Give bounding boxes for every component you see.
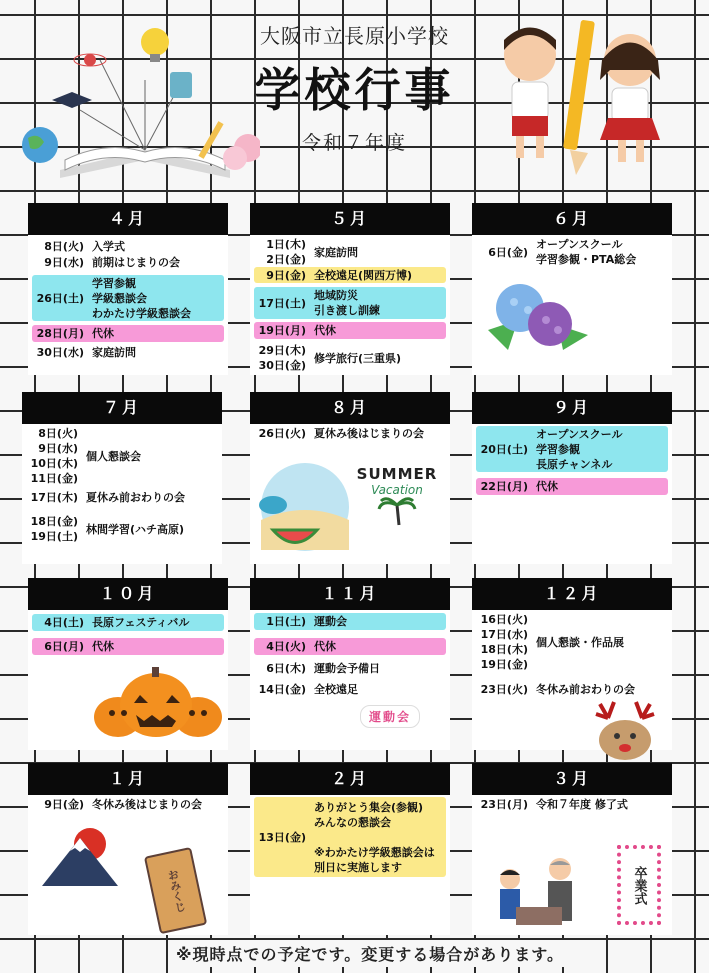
- event-title: ありがとう集会(参観) みんなの懇談会 ※わかたけ学級懇談会は 別日に実施します: [314, 800, 435, 874]
- event-date: 1日(木) 2日(金): [266, 238, 306, 266]
- event-date: 6日(木): [266, 662, 306, 675]
- event-date: 26日(土): [36, 291, 84, 305]
- event-date: 18日(金) 19日(土): [30, 515, 78, 543]
- event-row: [32, 797, 224, 812]
- graduation-ceremony-icon: [488, 855, 588, 927]
- summer-badge-text: SUMMER: [356, 465, 438, 483]
- event-title: 代休: [536, 480, 558, 493]
- month-card: [250, 203, 450, 375]
- event-row: [476, 426, 668, 472]
- vacation-script-text: Vacation: [371, 483, 423, 497]
- event-date: 8日(火) 9日(水) 10日(木) 11日(金): [30, 427, 78, 485]
- event-date: 17日(土): [258, 296, 306, 310]
- event-row: [254, 638, 446, 655]
- event-row: [26, 490, 218, 505]
- event-title: オープンスクール 学習参観・PTA総会: [536, 238, 637, 266]
- event-date: 1日(土): [266, 615, 306, 628]
- palm-tree-icon: [377, 497, 417, 527]
- fiscal-year: 令和７年度: [301, 132, 407, 154]
- event-date: 16日(火) 17日(水) 18日(木) 19日(金): [480, 613, 528, 671]
- event-title: 運動会: [314, 615, 347, 628]
- event-row: [32, 345, 224, 360]
- event-row: [254, 322, 446, 339]
- month-header: ７月: [22, 392, 222, 424]
- event-row: [26, 514, 218, 544]
- event-row: [476, 237, 668, 267]
- event-title: 前期はじまりの会: [92, 256, 180, 269]
- event-row: [476, 478, 668, 495]
- event-row: [254, 287, 446, 319]
- event-date: 13日(金): [258, 830, 306, 844]
- children-pencil-illustration: [490, 10, 690, 185]
- event-date: 14日(金): [258, 683, 306, 696]
- event-title: オープンスクール 学習参観 長原チャンネル: [536, 427, 623, 471]
- event-date: 4日(土): [44, 616, 84, 629]
- month-header: １２月: [472, 578, 672, 610]
- summer-vacation-badge: [352, 465, 442, 530]
- event-title: 個人懇談会: [86, 449, 141, 463]
- omikuji-label: おみくじ: [144, 847, 207, 934]
- event-row: [32, 614, 224, 631]
- school-name: 大阪市立長原小学校: [260, 24, 449, 48]
- event-date: 9日(水): [44, 256, 84, 269]
- event-title: 夏休み後はじまりの会: [314, 427, 424, 440]
- event-title: 林間学習(ハチ高原): [86, 522, 185, 536]
- event-date: 17日(木): [30, 491, 78, 504]
- event-row: [26, 426, 218, 486]
- event-title: 代休: [92, 327, 114, 340]
- event-title: 運動会予備日: [314, 662, 380, 675]
- sports-day-banner: 運動会: [360, 705, 420, 728]
- event-row: [254, 237, 446, 267]
- month-card: [250, 578, 450, 750]
- hydrangea-icon: [478, 280, 593, 355]
- event-title: 家庭訪問: [314, 245, 358, 259]
- event-date: 30日(水): [36, 346, 84, 359]
- event-row: [254, 797, 446, 877]
- event-date: 6日(月): [44, 640, 84, 653]
- event-title: 個人懇談・作品展: [536, 635, 624, 649]
- event-row: [32, 638, 224, 655]
- month-header: ５月: [250, 203, 450, 235]
- event-date: 6日(金): [488, 245, 528, 259]
- month-header: ６月: [472, 203, 672, 235]
- event-title: 入学式: [92, 240, 125, 253]
- month-card: [28, 203, 228, 375]
- footer-note: ※現時点での予定です。変更する場合があります。: [170, 940, 570, 967]
- month-header: ４月: [28, 203, 228, 235]
- event-title: 修学旅行(三重県): [314, 351, 402, 365]
- event-title: 地域防災 引き渡し訓練: [314, 289, 380, 317]
- event-row: [476, 797, 668, 812]
- event-row: [32, 275, 224, 321]
- mount-fuji-sunrise-icon: [42, 826, 122, 888]
- event-title: 代休: [92, 640, 114, 653]
- page-title: 学校行事: [254, 63, 455, 117]
- event-date: 9日(金): [266, 268, 306, 282]
- event-row: [254, 682, 446, 697]
- event-row: [476, 682, 668, 697]
- event-date: 4日(火): [266, 640, 306, 653]
- event-row: [254, 661, 446, 676]
- event-title: 学習参観 学級懇談会 わかたけ学級懇談会: [92, 276, 191, 320]
- event-title: 代休: [314, 640, 336, 653]
- event-row: [254, 267, 446, 283]
- month-header: １月: [28, 763, 228, 795]
- event-title: 全校遠足(関西万博): [314, 268, 413, 282]
- event-date: 8日(火): [44, 240, 84, 253]
- event-title: 夏休み前おわりの会: [86, 491, 185, 504]
- pumpkins-icon: [90, 665, 225, 740]
- event-row: [32, 239, 224, 254]
- event-date: 26日(火): [258, 427, 306, 440]
- month-header: ８月: [250, 392, 450, 424]
- event-row: [476, 612, 668, 672]
- event-title: 冬休み後はじまりの会: [92, 798, 202, 811]
- reindeer-icon: [590, 700, 665, 762]
- month-header: ９月: [472, 392, 672, 424]
- event-row: [32, 255, 224, 270]
- event-date: 22日(月): [480, 480, 528, 493]
- header: [0, 0, 709, 190]
- event-row: [254, 426, 446, 441]
- event-date: 28日(月): [36, 327, 84, 340]
- event-date: 9日(金): [44, 798, 84, 811]
- month-card: [22, 392, 222, 564]
- event-title: 長原フェスティバル: [92, 616, 190, 629]
- event-date: 20日(土): [480, 442, 528, 456]
- month-card: [472, 392, 672, 564]
- event-title: 令和７年度 修了式: [536, 798, 628, 811]
- event-title: 代休: [314, 324, 336, 337]
- month-card: [250, 763, 450, 935]
- event-date: 29日(木) 30日(金): [258, 344, 306, 372]
- event-row: [254, 613, 446, 630]
- event-title: 全校遠足: [314, 683, 358, 696]
- month-header: １１月: [250, 578, 450, 610]
- event-title: 冬休み前おわりの会: [536, 683, 635, 696]
- event-row: [254, 343, 446, 373]
- event-row: [32, 325, 224, 342]
- event-date: 23日(月): [480, 798, 528, 811]
- month-header: １０月: [28, 578, 228, 610]
- graduation-sign: 卒業式: [617, 845, 661, 925]
- event-date: 19日(月): [258, 324, 306, 337]
- watermelon-beach-icon: [255, 460, 350, 555]
- event-date: 23日(火): [480, 683, 528, 696]
- month-header: ２月: [250, 763, 450, 795]
- month-header: ３月: [472, 763, 672, 795]
- event-title: 家庭訪問: [92, 346, 136, 359]
